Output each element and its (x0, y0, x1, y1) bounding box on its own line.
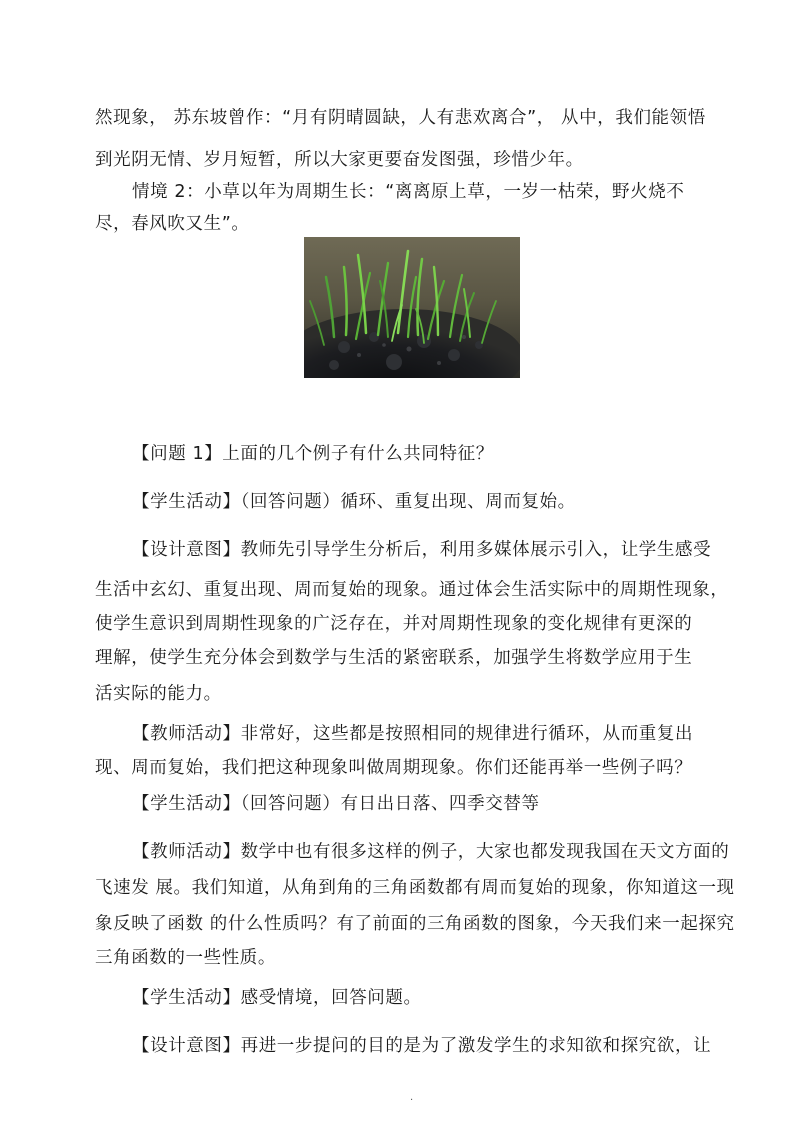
paragraph-line: 三角函数的一些性质。 (95, 948, 276, 968)
paragraph-line: 象反映了函数 的什么性质吗？有了前面的三角函数的图象，今天我们来一起探究 (95, 914, 735, 934)
paragraph-line: 【学生活动】（回答问题）有日出日落、四季交替等 (132, 794, 540, 814)
question-heading: 【问题 1】上面的几个例子有什么共同特征？ (132, 444, 494, 464)
paragraph-line: 【设计意图】教师先引导学生分析后，利用多媒体展示引入，让学生感受 (132, 540, 712, 560)
paragraph-line: 理解，使学生充分体会到数学与生活的紧密联系，加强学生将数学应用于生 (95, 648, 693, 668)
paragraph-line: 【学生活动】感受情境，回答问题。 (132, 988, 422, 1008)
paragraph-line: 情境 2：小草以年为周期生长：“离离原上草，一岁一枯荣，野火烧不 (132, 182, 685, 202)
paragraph-line: 到光阴无情、岁月短暂，所以大家更要奋发图强，珍惜少年。 (95, 150, 584, 170)
paragraph-line: 【学生活动】（回答问题）循环、重复出现、周而复始。 (132, 492, 576, 512)
paragraph-line: 然现象， 苏东坡曾作：“月有阴晴圆缺，人有悲欢离合”， 从中，我们能领悟 (95, 108, 706, 128)
paragraph-line: 活实际的能力。 (95, 684, 222, 704)
footer-mark: . (410, 1092, 414, 1103)
paragraph-line: 生活中玄幻、重复出现、周而复始的现象。通过体会生活实际中的周期性现象， (95, 580, 729, 600)
paragraph-line: 飞速发 展。我们知道，从角到角的三角函数都有周而复始的现象，你知道这一现 (95, 878, 735, 898)
paragraph-line: 【教师活动】数学中也有很多这样的例子，大家也都发现我国在天文方面的 (132, 842, 730, 862)
paragraph-line: 使学生意识到周期性现象的广泛存在，并对周期性现象的变化规律有更深的 (95, 614, 693, 634)
paragraph-line: 【教师活动】非常好，这些都是按照相同的规律进行循环，从而重复出 (132, 724, 694, 744)
grass-regrowth-photo (304, 237, 520, 378)
paragraph-line: 【设计意图】再进一步提问的目的是为了激发学生的求知欲和探究欲，让 (132, 1036, 712, 1056)
paragraph-line: 尽，春风吹又生”。 (95, 214, 250, 234)
paragraph-line: 现、周而复始，我们把这种现象叫做周期现象。你们还能再举一些例子吗？ (95, 758, 693, 778)
